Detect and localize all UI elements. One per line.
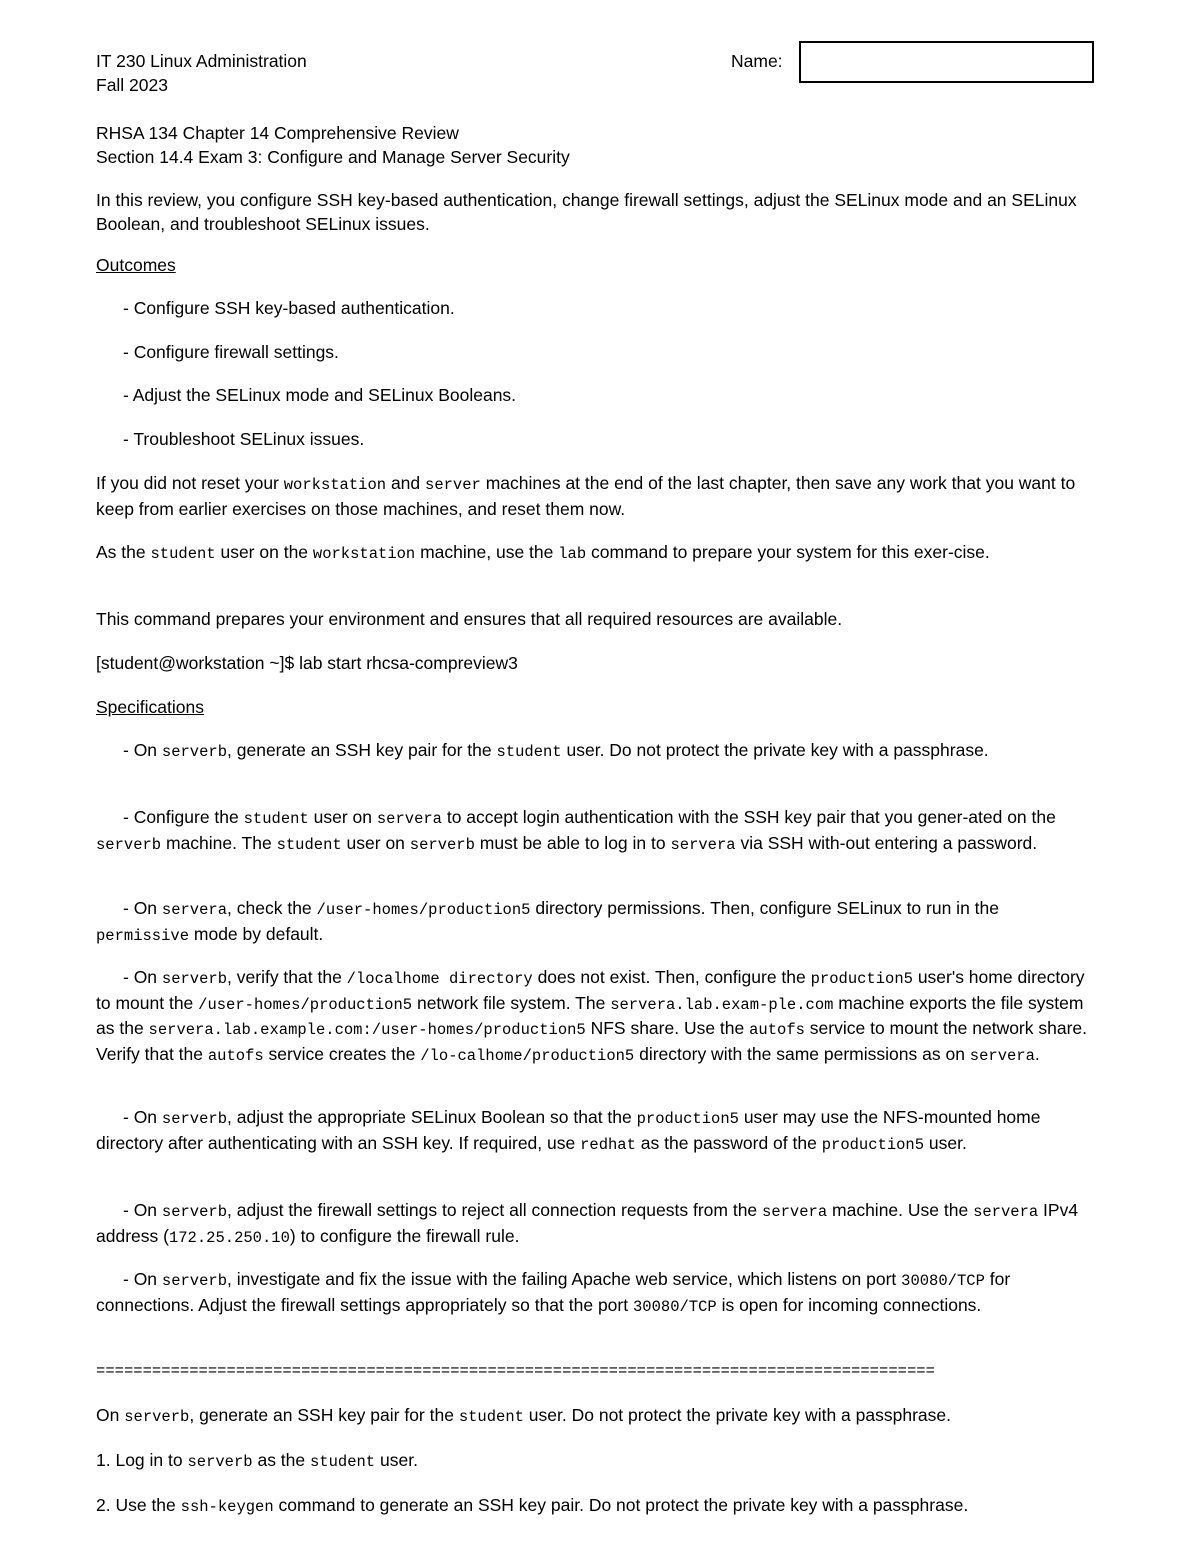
review-title [96, 122, 1096, 169]
spec-item: - On serverb, investigate and fix the issue with the failing Apache web service, which listens on port 30080/TCP for connections. Adjust the firewall settings appropriately so that the port 30080/TCP is open for incoming connections. [96, 1269, 1011, 1316]
name-field[interactable] [799, 41, 1094, 83]
name-label: Name: [731, 51, 783, 71]
course-term: Fall 2023 [96, 74, 168, 95]
prepares-paragraph: This command prepares your environment and ensures that all required resources are available. [96, 609, 843, 629]
outcome-item: - Troubleshoot SELinux issues. [123, 429, 365, 449]
solution-step: 1. Log in to serverb as the student user. [96, 1450, 418, 1471]
separator-line: ========================================================================================== [96, 1362, 935, 1380]
reset-paragraph: If you did not reset your workstation and server machines at the end of the last chapter, then save any work that you want to keep from earlier exercises on those machines, and reset them now. [96, 473, 1076, 519]
specifications-heading: Specifications [96, 697, 204, 717]
solution-step: 2. Use the ssh-keygen command to generate an SSH key pair. Do not protect the private key with a passphrase. [96, 1495, 969, 1516]
spec-item: - On serverb, adjust the firewall settings to reject all connection requests from the servera machine. Use the servera IPv4 address (172.25.250.10) to configure the firewall rule. [96, 1200, 1079, 1247]
section-title: Section 14.4 Exam 3: Configure and Manage Server Security [96, 146, 570, 167]
outcome-item: - Configure firewall settings. [123, 342, 339, 362]
chapter-title: RHSA 134 Chapter 14 Comprehensive Review [96, 123, 459, 143]
outcomes-heading: Outcomes [96, 255, 176, 275]
spec-item: - On servera, check the /user-homes/production5 directory permissions. Then, configure SELinux to run in the permissive mode by default. [96, 898, 999, 945]
spec-item: - On serverb, generate an SSH key pair for the student user. Do not protect the private key with a passphrase. [123, 740, 989, 761]
solution-intro: On serverb, generate an SSH key pair for the student user. Do not protect the private key with a passphrase. [96, 1405, 951, 1426]
intro-paragraph: In this review, you configure SSH key-based authentication, change firewall settings, adjust the SELinux mode and an SELinux Boolean, and troubleshoot SELinux issues. [96, 190, 1077, 234]
spec-item: - Configure the student user on servera to accept login authentication with the SSH key pair that you gener-ated on the serverb machine. The student user on serverb must be able to log in to servera via SSH with-out entering a password. [96, 807, 1056, 854]
spec-item: - On serverb, adjust the appropriate SELinux Boolean so that the production5 user may use the NFS-mounted home directory after authenticating with an SSH key. If required, use redhat as the password of the production5 user. [96, 1107, 1041, 1154]
outcome-item: - Adjust the SELinux mode and SELinux Booleans. [123, 385, 517, 405]
outcome-item: - Configure SSH key-based authentication. [123, 298, 455, 318]
course-header [96, 50, 496, 97]
course-title: IT 230 Linux Administration [96, 51, 307, 71]
lab-command: [student@workstation ~]$ lab start rhcsa-compreview3 [96, 653, 518, 673]
spec-item: - On serverb, verify that the /localhome directory does not exist. Then, configure the production5 user's home directory to mount the /user-homes/production5 network file system. The servera.lab.exam-ple.com machine exports the file system as the servera.lab.example.com:/user-homes/production5 NFS share. Use the autofs service to mount the network share. Verify that the autofs service creates the /lo-calhome/production5 directory with the same permissions as on servera. [96, 967, 1088, 1065]
lab-paragraph: As the student user on the workstation machine, use the lab command to prepare your system for this exer-cise. [96, 542, 990, 563]
